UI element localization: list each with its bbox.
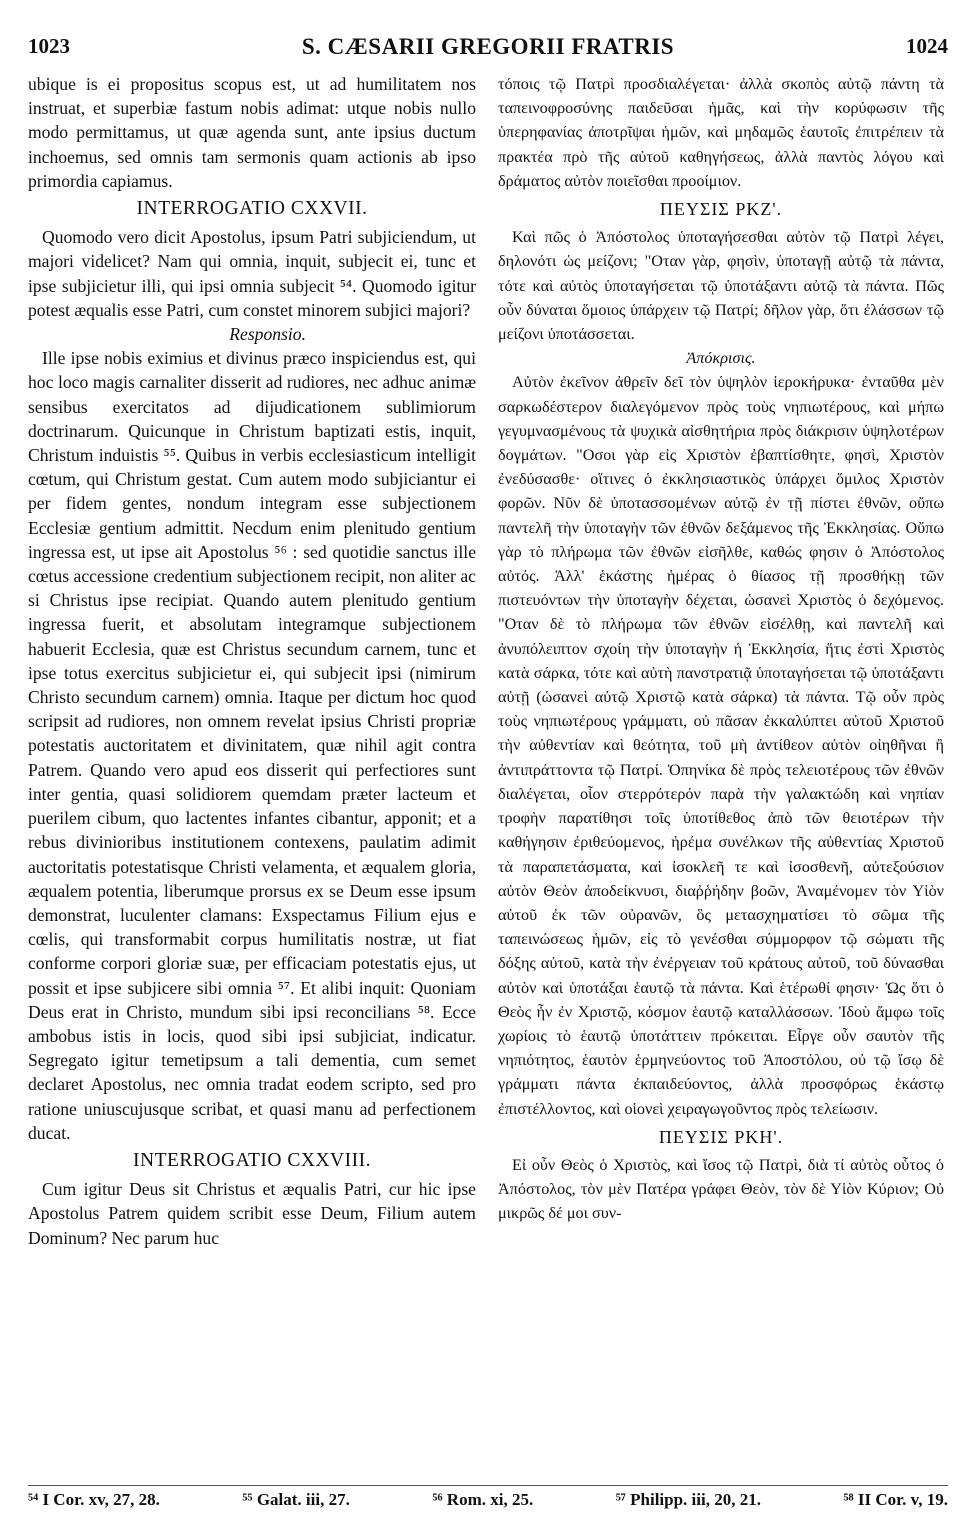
latin-column — [28, 72, 476, 1472]
page-header — [28, 34, 948, 66]
running-title: S. CÆSARII GREGORII FRATRIS — [301, 34, 675, 59]
latin-question-128: Cum igitur Deus sit Christus et æqualis Patri, cur hic ipse Apostolus Patrem quidem scribit esse Deum, Filium autem Dominum? Nec parum huc — [28, 1179, 476, 1248]
latin-response-127: Ille ipse nobis eximius et divinus præco inspiciendus est, qui hoc loco magis carnaliter disserit ad rudiores, nec adhuc animæ sensibus exercitatos ad dijudicationem sublimiorum doctrinarum. Quicunque in Christum baptizati estis, inquit, Christum induistis ⁵⁵. Quibus in verbis ecclesiasticum intelligit cœtum, qui Christum gestat. Cum autem modo subjiciantur ei per fidem gentes, nondum integram esse subjectionem Ecclesiæ gentium admittit. Necdum enim plenitudo gentium ingressa est, ut ipse ait Apostolus ⁵⁶ : sed quotidie sanctus ille cœtus accessione credentium subjectionem recipit, non aliter ac si Christus ipse recipiat. Quando autem plenitudo gentium ingressa fuerit, et absolutam integramque subjectionem habuerit Ecclesia, quæ est Christus secundum carnem, tunc et ipse totus exercitus subjicietur ei, qui subjecit ipsi (nimirum Christo secundum carnem) omnia. Itaque per dictum hoc quod scripsit ad rudiores, non omnem revelat ipsius Christi propriæ potestatis auctoritatem et divinitatem, quæ nihil agit contra Patrem. Quando vero apud eos disserit qui perfectiores sunt inter gentia, quasi solidiorem quemdam præter lacteum et puerilem cibum, quo lactentes infantes cibantur, apponit; et a rebus divinioribus institutionem contexens, paulatim adimit auctoritatis potestatisque Christi velamenta, et æqualem gloria, æqualem potentia, liberumque prorsus ex se Deum esse ipsum demonstrat, luculenter clamans: Exspectamus Filium ejus e cœlis, qui transformabit corpus humilitatis nostræ, ut fiat conforme corpori gloriæ suæ, per efficaciam potestatis ejus, ut possit et ipse subjicere sibi omnia ⁵⁷. Et alibi inquit: Quoniam Deus erat in Christo, mundum sibi ipsi reconcilians ⁵⁸. Ecce ambobus istis in locis, quod sibi ipsi subjiciat, indicatur. Segregato igitur temetipsum a tali dementia, cum semet declaret Apostolus, nec omnia tradat eodem scripto, sed pro ratione uniuscujusque scribat, et quasi manu ad perfectionem ducat. — [28, 348, 476, 1143]
greek-question-127: Καὶ πῶς ὁ Ἀπόστολος ὑποταγήσεσθαι αὐτὸν τῷ Πατρὶ λέγει, δηλονότι ὡς μείζονι; "Οταν γὰρ, φησὶν, ὑποταγῇ αὐτῷ τὰ πάντα, τότε καὶ αὐτὸς ὑποταγήσεται τῷ ὑποτάξαντι αὐτῷ τὰ πάντα. Πῶς οὖν δύναται ὅμοιος ὑπάρχειν τῷ Πατρί; δῆλον γὰρ, ὅτι ἐλάσσων τῷ μείζονι ὑποτάσσεται. — [498, 228, 944, 344]
greek-heading-peusis-128: ΠΕΥΣΙΣ ΡΚΗ'. — [658, 1126, 784, 1147]
latin-question-127: Quomodo vero dicit Apostolus, ipsum Patri subjiciendum, ut majori videlicet? Nam qui omnia, inquit, subjecit ei, tunc et ipse subjicietur illi, qui ipsi omnia subjecit ⁵⁴. Quomodo igitur potest æqualis esse Patri, cum constet minorem subjici majori? — [28, 227, 476, 320]
footnote-rule — [28, 1485, 948, 1486]
latin-heading-interrogatio-127: INTERROGATIO CXXVII. — [136, 198, 368, 220]
footnote-57: ⁵⁷ Philipp. iii, 20, 21. — [615, 1490, 761, 1509]
greek-paragraph-opening: τόποις τῷ Πατρὶ προσδιαλέγεται· ἀλλὰ σκοπὸς αὐτῷ πάντη τὰ ταπεινοφροσύνης παιδεῦσαι ἡμᾶς, καὶ τὴν κορύφωσιν τῆς ὑπερηφανίας ἀποτρῖψαι ἡμῶν, καὶ μηδαμῶς ἑαυτοῖς ἐπιτρέπειν τὰ πρακτέα πρὸ τῆς αὐτοῦ καθηγήσεως, ἀλλὰ παντὸς λόγου καὶ δράματος αὐτὸν ποιεῖσθαι προοίμιον. — [498, 75, 944, 190]
footnote-58: ⁵⁸ II Cor. v, 19. — [843, 1490, 948, 1509]
latin-heading-interrogatio-128: INTERROGATIO CXXVIII. — [133, 1149, 371, 1171]
greek-heading-peusis-127: ΠΕΥΣΙΣ ΡΚΖ'. — [659, 199, 783, 220]
footnotes — [28, 1490, 948, 1518]
greek-apokrisis-label: Ἀπόκρισις. — [686, 349, 756, 368]
page-number-left: 1023 — [28, 34, 70, 58]
footnote-56: ⁵⁶ Rom. xi, 25. — [432, 1490, 534, 1509]
latin-responsio-label: Responsio. — [229, 324, 306, 345]
greek-column — [498, 72, 944, 1472]
greek-response-127: Αὐτὸν ἐκεῖνον ἀθρεῖν δεῖ τὸν ὑψηλὸν ἱεροκήρυκα· ἐνταῦθα μὲν σαρκωδέστερον διαλεγόμενον πρὸς τοὺς νηπιωτέρους, καὶ μήπω γεγυμνασμένους τὰ ψυχικὰ αἰσθητήρια πρὸς διάκρισιν ὑψηλοτέρων δογμάτων. "Οσοι γὰρ εἰς Χριστὸν ἐβαπτίσθητε, φησὶ, Χριστὸν ἐνεδύσασθε· οἵτινες ὁ ἐκκλησιαστικὸς ὑπάρχει ὅμιλος Χριστὸν φορῶν. Νῦν δὲ ὑποτασσομένων αὐτῷ ἐν τῇ πίστει ἐθνῶν, οὔπω παντελῆ τὴν ὑποταγὴν τῶν ἐθνῶν δεξάμενος τῆς Ἐκκλησίας. Οὔπω γὰρ τὸ πλήρωμα τῶν ἐθνῶν εἰσῆλθε, καθώς φησιν ὁ Ἀπόστολος αὐτός. Ἀλλ' ἑκάστης ἡμέρας ὁ θίασος τῇ προσθήκῃ τῶν πιστευόντων τὴν ὑποταγὴν δέχεται, ὡσανεὶ Χριστὸς ὁ δεχόμενος. "Οταν δὲ τὸ πλήρωμα τῶν ἐθνῶν εἰσέλθῃ, καὶ παντελῆ καὶ ἀνυπόλειπτον σχοίη τὴν ὑποταγὴν ἡ Ἐκκλησία, ἥτις ἐστὶ Χριστὸς κατὰ σάρκα, τότε καὶ αὐτὴ πανστρατιᾷ ὑποταγήσεται τῷ ὑποτάξαντι αὐτῇ (ὡσανεὶ αὐτῷ Χριστῷ κατὰ σάρκα) τὰ πάντα. Τῷ οὖν πρὸς τοὺς νηπιωτέρους γράμματι, οὐ πᾶσαν ἐκκαλύπτει αὐτοῦ Χριστοῦ τὴν αὐθεντίαν καὶ θεότητα, τοῦ μὴ ἀντίθεον αὐτὸν οἰηθῆναι ἢ ἀντιπράττοντα τῷ Πατρί. Ὁπηνίκα δὲ πρὸς τελειοτέρους τῶν ἐθνῶν διαλέγεται, οἷον στερρότερόν παρὰ τὴν γαλακτώδη καὶ νηπίαν τροφὴν παρατίθησι τοῖς ὑποτίθεθος ἀπὸ τῶν θειοτέρων τὴν καθήγησιν ἐριθεύομενος, ἠρέμα συνέλκων τῆς αὐθεντίας Χριστοῦ τὰ παραπετάσματα, καὶ ἰσοκλεῆ τε καὶ ἰσοσθενῆ, αὐτεξούσιον αὐτὸν Θεὸν ἀποδείκνυσι, διαῤῥήδην βοῶν, Ἀναμένομεν τὸν Υἱὸν αὐτοῦ ἐκ τῶν οὐρανῶν, ὃς μετασχηματίσει τὸ σῶμα τῆς ταπεινώσεως ἡμῶν, εἰς τὸ γενέσθαι σύμμορφον τῷ σώματι τῆς δόξης αὐτοῦ, κατὰ τὴν ἐνέργειαν τοῦ κράτους αὐτοῦ, τοῦ δύνασθαι αὐτὸν καὶ ὑποτάξαι ἑαυτῷ τὰ πάντα. Καὶ ἑτέρωθί φησιν· Ὡς ὅτι ὁ Θεὸς ἦν ἐν Χριστῷ, κόσμον ἑαυτῷ καταλλάσσων. Ἰδοὺ ἄμφω τοῖς χωρίοις τὸ ἑαυτῷ ὑποτάττειν πρόκειται. Εἶργε οὖν σαυτὸν τῆς νηπιότητος, ἑαυτὸν ἑρμηνεύοντος τοῦ Ἀποστόλου, οὐ τῷ ἴσῳ δὲ γράμματι πάντα ἐκπαιδεύοντος, ἀλλὰ προσφόρως ἑκάστῳ ἐπιστέλλοντος, καὶ οἱονεὶ χειραγωγοῦντος πρὸς τελείωσιν. — [498, 373, 944, 1118]
footnote-54: ⁵⁴ I Cor. xv, 27, 28. — [28, 1490, 160, 1509]
greek-question-128: Εἰ οὖν Θεὸς ὁ Χριστὸς, καὶ ἴσος τῷ Πατρὶ, διὰ τί αὐτὸς οὗτος ὁ Ἀπόστολος, τὸν μὲν Πατέρα γράφει Θεὸν, τὸν δὲ Υἱὸν Κύριον; Οὐ μικρῶς δέ μοι συν- — [498, 1155, 944, 1223]
page-number-right: 1024 — [906, 34, 948, 58]
footnote-55: ⁵⁵ Galat. iii, 27. — [242, 1490, 350, 1509]
latin-paragraph-opening: ubique is ei propositus scopus est, ut ad humilitatem nos instruat, et superbiæ fastum nobis adimat: utque nobis nullo modo permittamus, ut quæ agenda sunt, ante ipsius ductum inchoemus, sed omnis tam sermonis quam actionis ab ipso primordia capiamus. — [28, 74, 476, 191]
